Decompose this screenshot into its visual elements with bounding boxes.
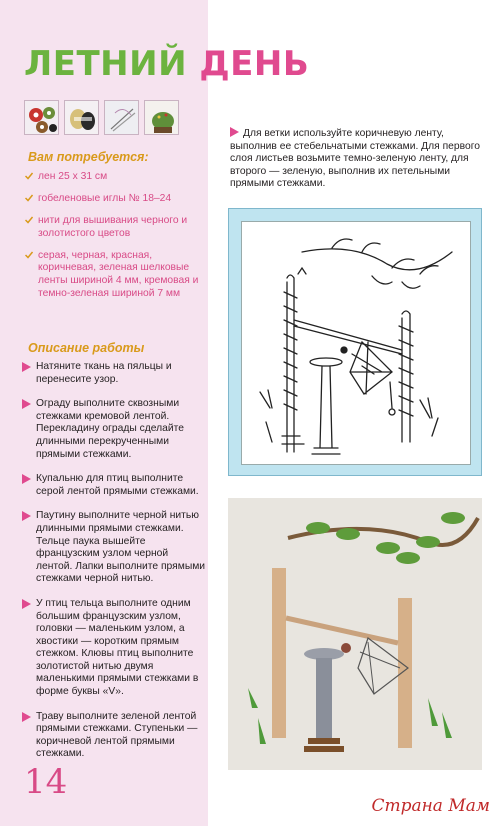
step-item: [22, 361, 206, 386]
materials-item-text: нити для вышивания черного и золотистого цветов: [38, 215, 188, 239]
materials-item: [24, 193, 204, 206]
ribbon-spools-thumbnail: [24, 100, 59, 135]
arrow-right-icon: [22, 712, 31, 722]
materials-item: [24, 215, 204, 240]
needles-thumbnail: [104, 100, 139, 135]
thumbnail-row: [24, 100, 179, 135]
embroidery-photo: [228, 498, 482, 770]
step-text: Натяните ткань на пяльцы и перенесите узор.: [36, 361, 172, 385]
checkmark-icon: [25, 216, 33, 224]
materials-item: [24, 250, 204, 300]
materials-item-text: гобеленовые иглы № 18–24: [38, 193, 172, 205]
title-word-letniy: ЛЕТНИЙ: [24, 44, 188, 84]
arrow-right-icon: [22, 599, 31, 609]
arrow-right-icon: [230, 127, 239, 137]
embroidery-image: [228, 498, 482, 770]
pattern-diagram-frame: [228, 208, 482, 476]
materials-item-text: лен 25 х 31 см: [38, 171, 108, 182]
intro-text: Для ветки используйте коричневую ленту, выполнив ее стебельчатыми стежками. Для первого слоя листьев возьмите темно-зеленую ленту, для второго — зеленую, выполнив их петельными прямыми стежками.: [230, 128, 480, 190]
description-steps: [22, 361, 206, 773]
step-text: У птиц тельца выполните одним большим французским узлом, головки — маленьким узлом, а хвостики — коротким прямым стежком. Клювы птиц выполните золотистой нитью двумя маленькими прямыми стежками в форме буквы «V».: [36, 597, 199, 698]
description-heading: Описание работы: [28, 341, 145, 355]
step-text: Паутину выполните черной нитью длинными прямыми стежками. Тельце паука вышейте французским узлом черной лентой. Лапки выполните прямыми стежками черной нитью.: [36, 510, 206, 585]
page-title: [24, 44, 309, 84]
materials-item: [24, 171, 204, 184]
materials-list: [24, 171, 204, 310]
checkmark-icon: [25, 251, 33, 259]
step-item: [22, 473, 206, 498]
arrow-right-icon: [22, 511, 31, 521]
arrow-right-icon: [22, 362, 31, 372]
step-text: Ограду выполните сквозными стежками кремовой лентой. Перекладину ограды сделайте длинными перекрученными прямыми стежками.: [36, 398, 184, 460]
thread-skeins-thumbnail: [64, 100, 99, 135]
step-text: Траву выполните зеленой лентой прямыми стежками. Ступеньки — коричневой лентой прямыми стежками.: [36, 710, 198, 760]
arrow-right-icon: [22, 399, 31, 409]
materials-heading: Вам потребуется:: [28, 150, 149, 164]
step-item: [22, 598, 206, 699]
watermark: Страна Мам: [371, 796, 490, 816]
pattern-diagram: [241, 221, 471, 465]
intro-paragraph: [230, 127, 492, 191]
page-number: 14: [24, 762, 68, 802]
step-item: [22, 398, 206, 461]
checkmark-icon: [25, 172, 33, 180]
checkmark-icon: [25, 194, 33, 202]
line-drawing: [242, 222, 472, 466]
step-item: [22, 510, 206, 586]
step-item: [22, 711, 206, 761]
arrow-right-icon: [22, 474, 31, 484]
fabric-pincushion-thumbnail: [144, 100, 179, 135]
materials-item-text: серая, черная, красная, коричневая, зеленая шелковые ленты шириной 4 мм, кремовая и темно-зеленая шириной 7 мм: [38, 249, 199, 299]
step-text: Купальню для птиц выполните серой лентой прямыми стежками.: [36, 473, 199, 497]
title-word-den: ДЕНЬ: [199, 44, 310, 84]
